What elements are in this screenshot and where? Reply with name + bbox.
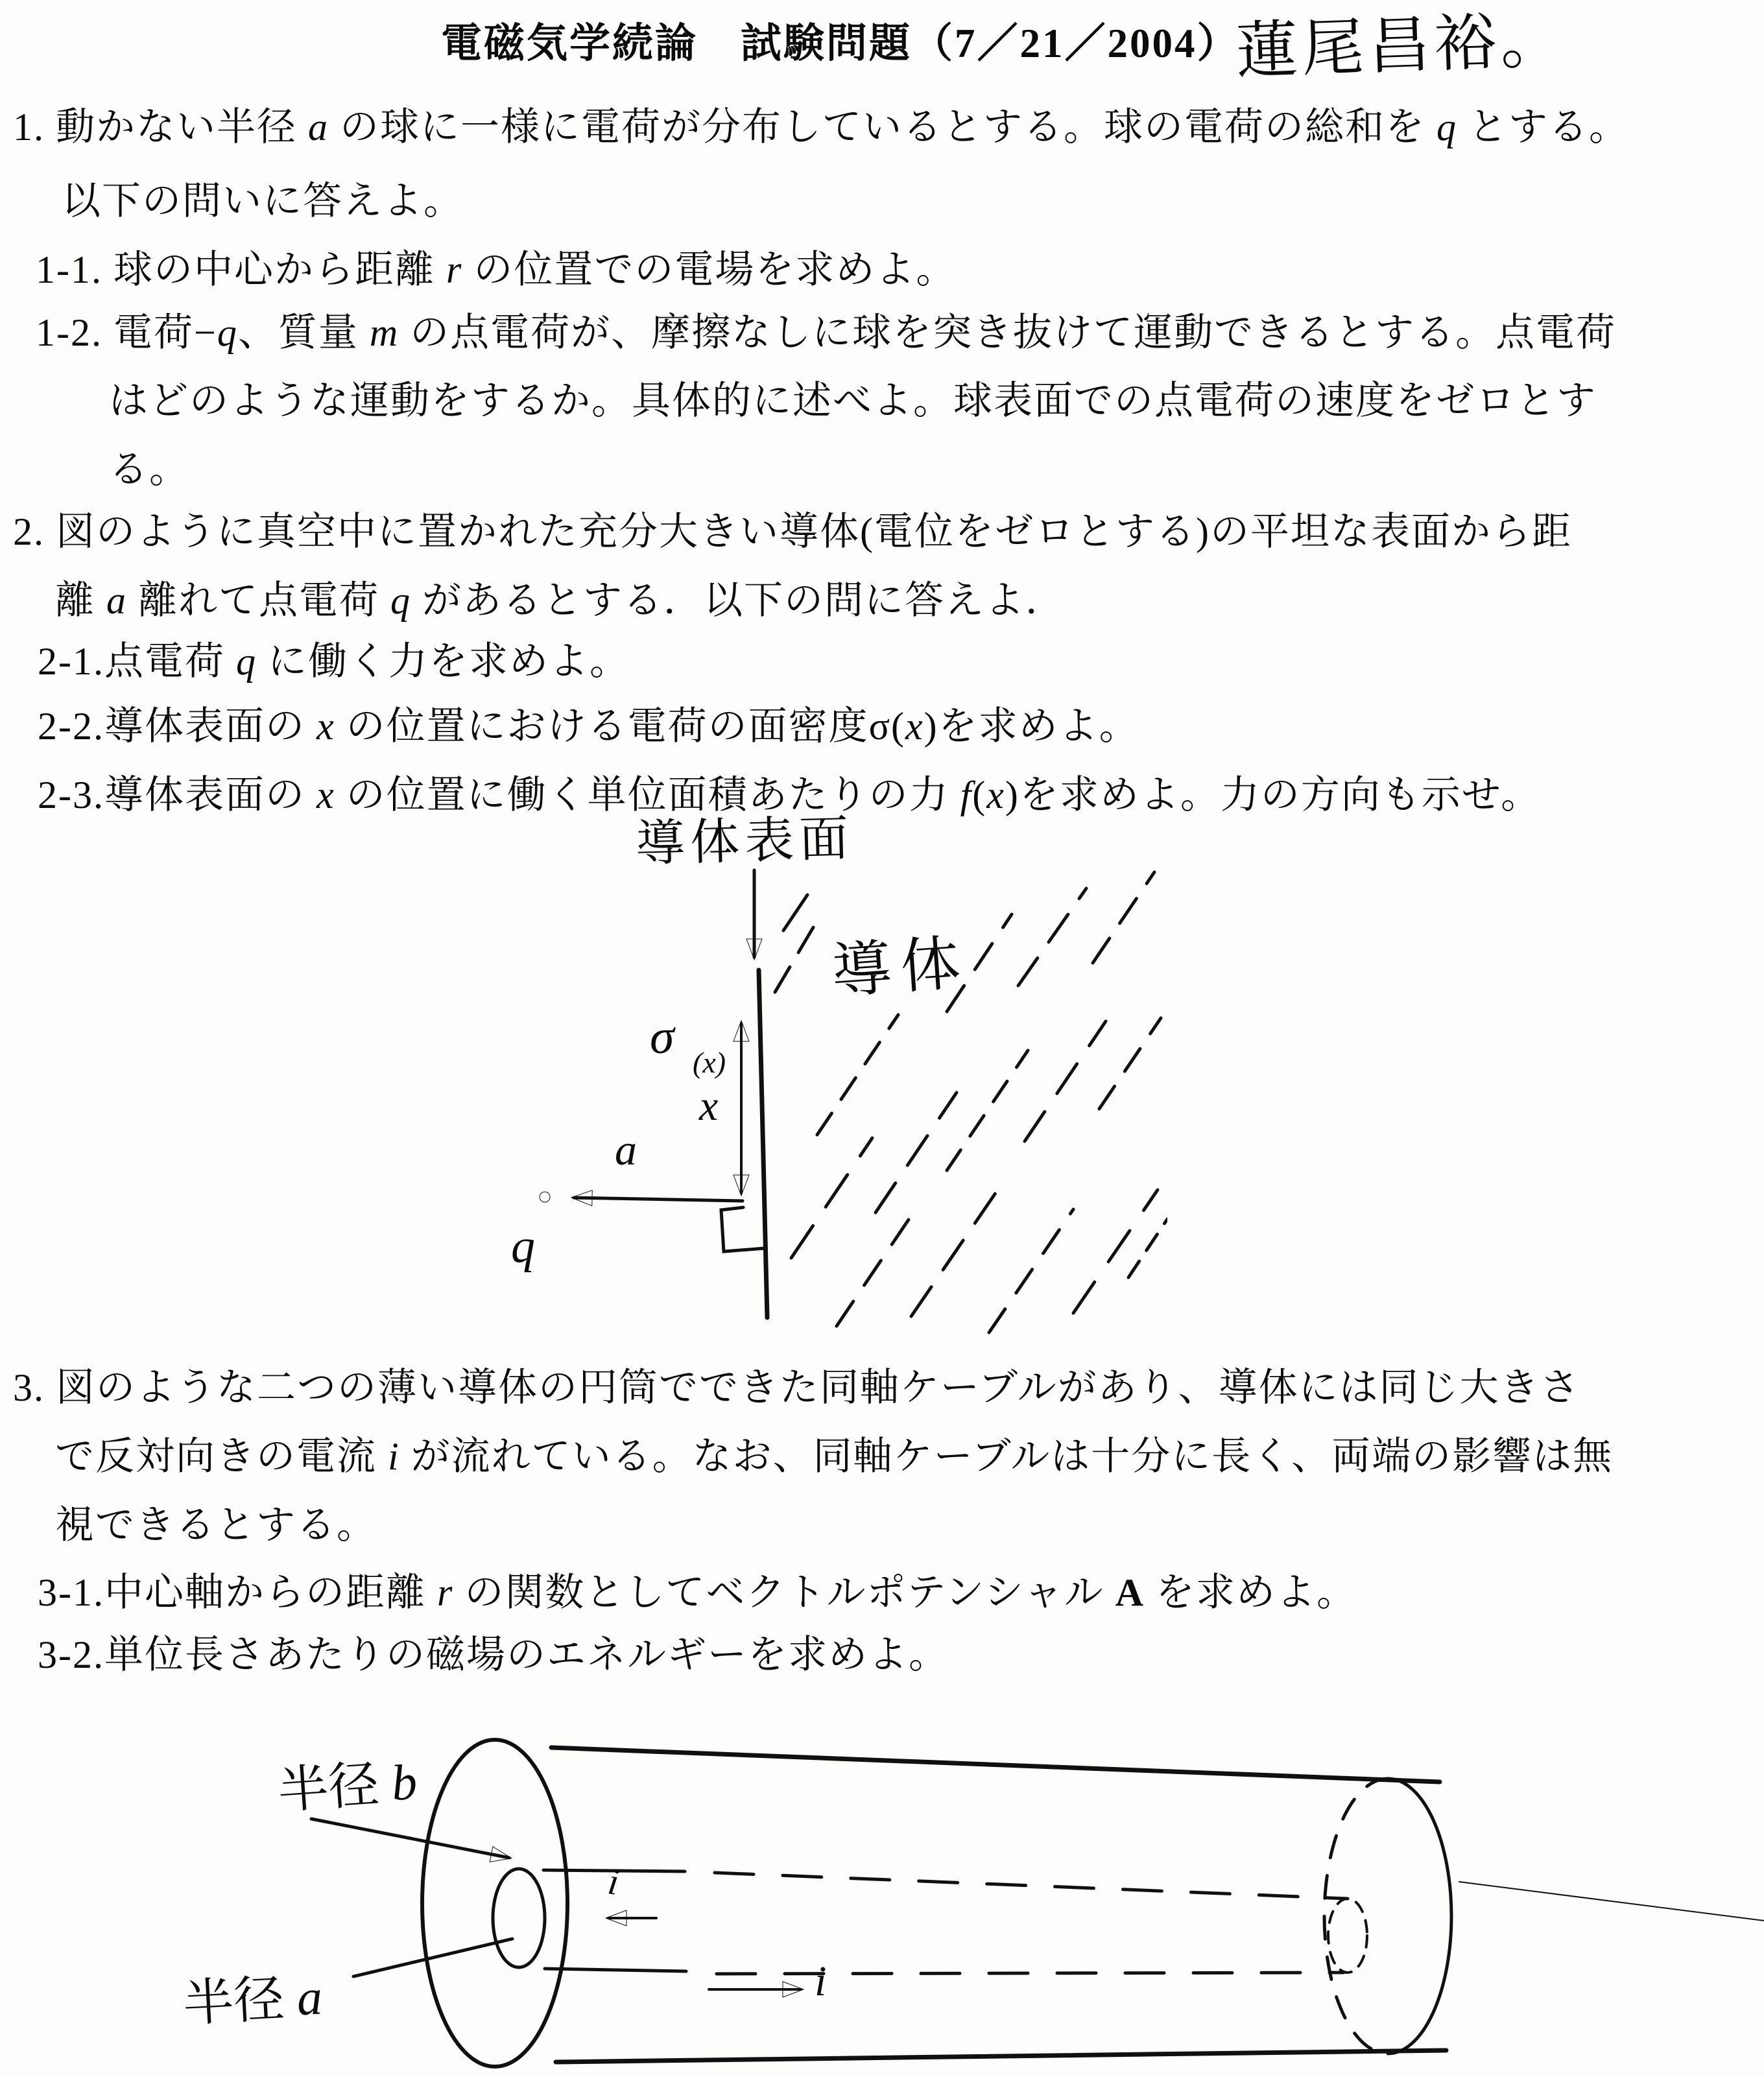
- line-q2-2: 2-2.導体表面の x の位置における電荷の面密度σ(x)を求めよ。: [38, 705, 1139, 748]
- inner-cylinder-top-dashed: [715, 1873, 1348, 1899]
- point-charge-dot: [540, 1192, 550, 1202]
- inner-cylinder-bottom-solid: [545, 1969, 686, 1971]
- line-p3-1: 3. 図のような二つの薄い導体の円筒でできた同軸ケーブルがあり、導体には同じ大きさ: [13, 1366, 1580, 1409]
- inner-cylinder-right-end: [1328, 1899, 1367, 1973]
- radius-b-pointer-arrow: [311, 1819, 509, 1858]
- radius-a-label: 半径 a: [182, 1968, 324, 2032]
- inner-current-label: i: [605, 1860, 622, 1903]
- inner-cylinder-left-end: [493, 1869, 545, 1967]
- line-p1-2: 以下の問いに答えよ。: [62, 180, 464, 222]
- line-q1-2b: はどのような運動をするか。具体的に述べよ。球表面での点電荷の速度をゼロとす: [109, 379, 1597, 422]
- a-label: a: [615, 1125, 637, 1174]
- outer-cylinder-top-line: [551, 1748, 1440, 1782]
- conductor-surface-line: [759, 970, 767, 1318]
- sigma-label: σ: [650, 1010, 674, 1064]
- outer-cylinder-right-end-back: [1324, 1779, 1388, 2054]
- conductor-surface-diagram: [454, 798, 1167, 1336]
- handwritten-signature: 蓮尾昌裕。: [1234, 5, 1567, 86]
- line-p2-2: 離 a 離れて点電荷 q があるとする．以下の問に答えよ．: [55, 579, 1066, 622]
- line-q3-1: 3-1.中心軸からの距離 r の関数としてベクトルポテンシャル A を求めよ。: [38, 1571, 1357, 1614]
- outer-current-label: i: [815, 1958, 827, 2005]
- sigma-subscript-label: (x): [693, 1046, 726, 1079]
- outer-cylinder-right-end-front: [1388, 1779, 1451, 2054]
- right-angle-mark: [721, 1207, 765, 1251]
- a-distance-arrow: [574, 1198, 743, 1201]
- scan-artifact-line: [1459, 1882, 1764, 1921]
- line-q1-2c: る。: [109, 448, 189, 491]
- line-q1-1: 1-1. 球の中心から距離 r の位置での電場を求めよ。: [36, 248, 957, 291]
- line-p3-2: で反対向きの電流 i が流れている。なお、同軸ケーブルは十分に長く、両端の影響は無: [55, 1435, 1614, 1478]
- q-label: q: [511, 1220, 535, 1273]
- line-p3-3: 視できるとする。: [55, 1504, 377, 1547]
- line-q1-2a: 1-2. 電荷−q、質量 m の点電荷が、摩擦なしに球を突き抜けて運動できるとする。点電荷: [36, 311, 1617, 354]
- x-label: x: [699, 1082, 719, 1130]
- radius-b-label: 半径 b: [276, 1753, 419, 1820]
- line-p1-1: 1. 動かない半径 a の球に一様に電荷が分布しているとする。球の電荷の総和を q とする。: [13, 106, 1629, 148]
- line-q3-2: 3-2.単位長さあたりの磁場のエネルギーを求めよ。: [38, 1633, 949, 1676]
- page-title: 電磁気学続論 試験問題（7／21／2004）: [441, 21, 1240, 66]
- outer-cylinder-bottom-line: [556, 2050, 1446, 2062]
- conductor-label: 導体: [829, 929, 971, 1006]
- line-p2-1: 2. 図のように真空中に置かれた充分大きい導体(電位をゼロとする)の平坦な表面から距: [13, 510, 1572, 553]
- line-q2-1: 2-1.点電荷 q に働く力を求めよ。: [38, 640, 630, 683]
- inner-cylinder-bottom-dashed: [717, 1973, 1344, 1974]
- line-q2-3: 2-3.導体表面の x の位置に働く単位面積あたりの力 f(x)を求めよ。力の方向も示せ。: [38, 774, 1542, 816]
- conductor-surface-label: 導体表面: [635, 811, 855, 872]
- radius-a-pointer-line: [353, 1939, 512, 1976]
